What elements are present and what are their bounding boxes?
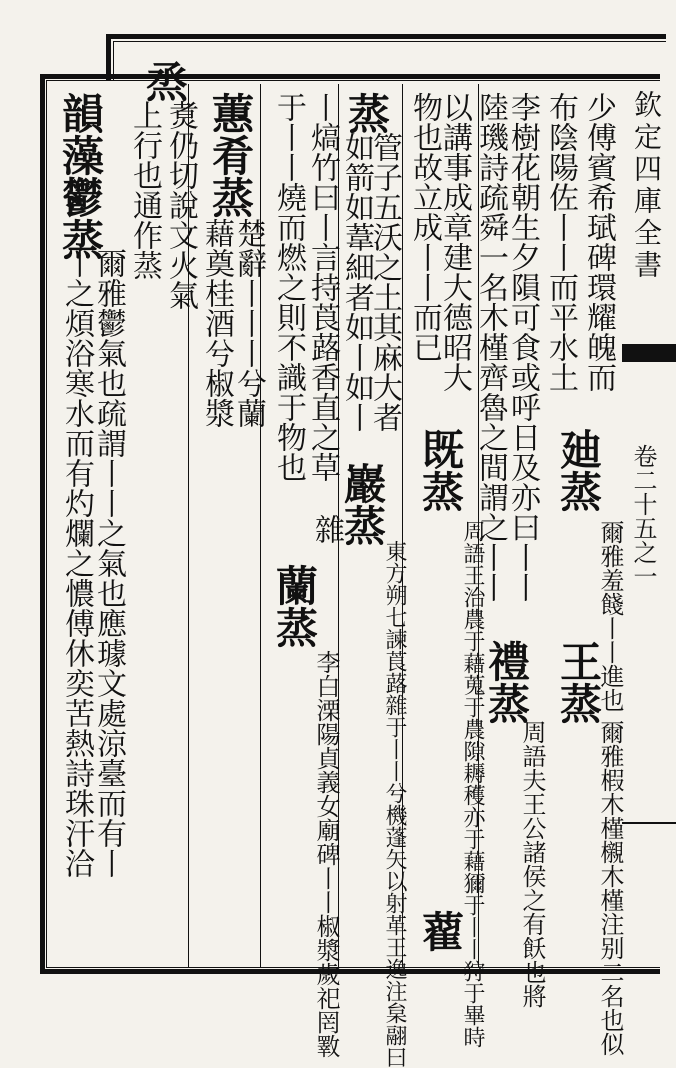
text-column: 物也故立成丨丨而已 xyxy=(407,92,442,362)
text-column: 雜 xyxy=(309,514,344,544)
margin-book-title: 欽定四庫全書 xyxy=(630,90,663,282)
annotation-text: 周語夫王公諸侯之有飫也將 xyxy=(518,720,546,1008)
headword xyxy=(56,92,105,260)
headword xyxy=(206,92,255,218)
margin-rule xyxy=(622,822,676,824)
headword-text: 禮蒸 xyxy=(482,640,531,724)
headword-text: 巖蒸 xyxy=(338,462,387,546)
headword xyxy=(140,60,189,102)
headword-text: 既蒸 xyxy=(416,428,465,512)
text-column: 楚辭丨丨丨兮蘭 xyxy=(231,218,266,428)
headword-text: 蕙肴蒸 xyxy=(206,92,255,218)
headword xyxy=(416,428,465,512)
headword xyxy=(338,462,387,546)
annotation-text: 李白溧陽貞義女廟碑丨丨椒漿歲祀罔斁 xyxy=(312,650,340,1058)
headword-text: 韻藻鬱蒸 xyxy=(56,92,105,260)
annotation-text: 爾雅椵木槿櫬木槿注别二名也似 xyxy=(596,720,624,1056)
text-column: 以講事成章建大德昭大 xyxy=(437,92,472,392)
text-column: 丨熇竹曰丨言持莨蕗香直之草 xyxy=(305,92,340,482)
headword-text: 蘭蒸 xyxy=(270,564,319,648)
text-column: 少傅賓希珷碑環耀魄而 xyxy=(581,92,616,392)
headword xyxy=(270,564,319,648)
text-column: 藉奠桂酒兮椒漿 xyxy=(199,218,234,428)
headword-text: 王蒸 xyxy=(554,640,603,724)
column-rule xyxy=(260,84,261,968)
text-column: 陸璣詩疏舜一名木槿齊魯之間謂之丨丨 xyxy=(473,92,508,602)
headword-text: 廸蒸 xyxy=(554,428,603,512)
text-column: 上行也通作蒸 xyxy=(127,100,162,280)
annotation-text: 周語王治農于藉蒐于農隙耨穫亦于藉獮于丨丨狩于畢時 xyxy=(460,520,485,1048)
fish-tail-mark xyxy=(622,344,676,362)
headword xyxy=(554,428,603,512)
text-column: 丨之煩浴寒水而有灼爛之憹傅休奕苦熱詩珠汗洽 xyxy=(59,248,94,878)
text-column: 布陰陽佐丨丨而平水土 xyxy=(543,92,578,392)
margin-volume: 卷二十五之一 xyxy=(629,444,657,588)
text-column: 如箭如葦細者如丨如丨 xyxy=(339,132,374,432)
headword-text: 藋 xyxy=(416,910,465,952)
text-column: 煑仍切說文火氣 xyxy=(163,100,198,310)
text-column: 管子五沃之土其麻大者 xyxy=(367,132,402,432)
annotation-text: 東方朔七諫莨蕗雜于丨丨兮機蓬矢以射革王逸注枲翮曰 xyxy=(382,540,407,1068)
text-column: 李樹花朝生夕隕可食或呼日及亦曰丨丨 xyxy=(505,92,540,602)
headword xyxy=(416,910,465,952)
headword-text: 蒸 xyxy=(342,92,391,134)
text-column: 于丨丨燒而燃之則不識于物也 xyxy=(271,92,306,482)
text-column: 爾雅鬱氣也疏謂丨丨之氣也應璩文處涼臺而有丨 xyxy=(91,248,126,878)
headword xyxy=(342,92,391,134)
headword xyxy=(482,640,531,724)
headword xyxy=(554,640,603,724)
annotation-text: 爾雅羞餞丨丨進也 xyxy=(596,520,624,712)
headword-text: 烝 xyxy=(140,60,189,102)
